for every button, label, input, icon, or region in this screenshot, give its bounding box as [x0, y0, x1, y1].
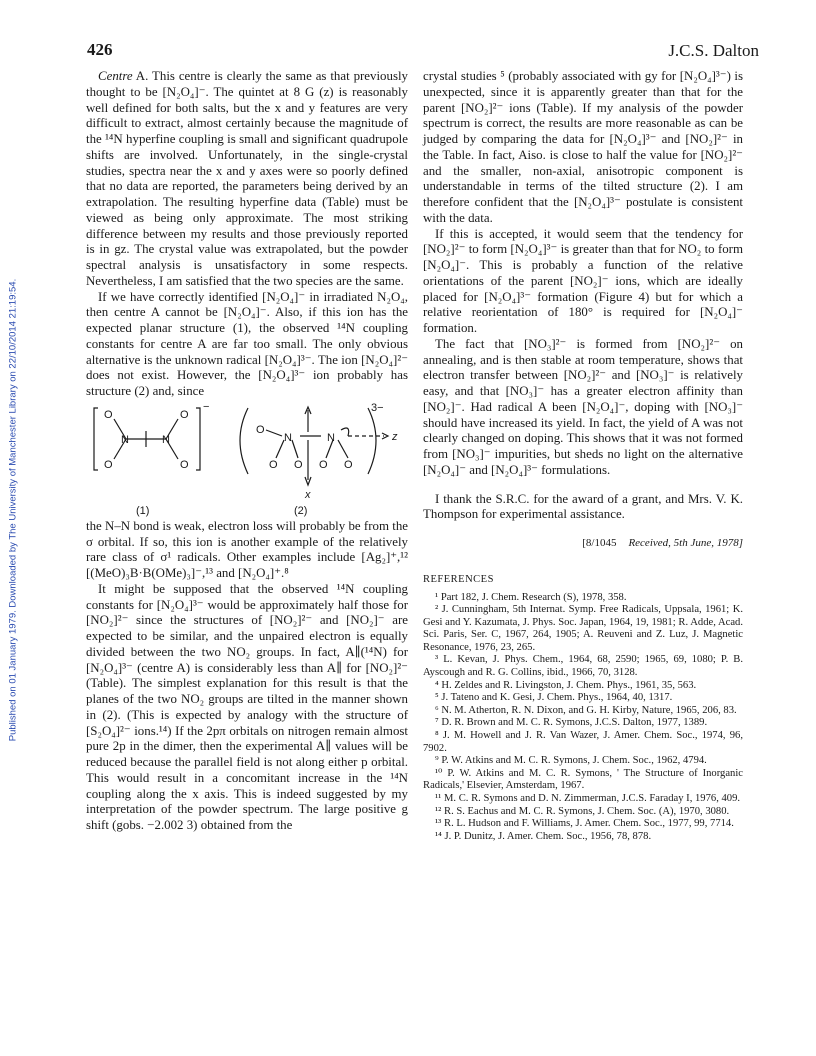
structure-labels [136, 505, 307, 517]
submission-ref: [8/1045 [582, 537, 617, 549]
download-watermark-text: Published on 01 January 1979. Downloaded by The University of Manchester Library on 22/10/2014 21:19:54. [7, 278, 19, 742]
oxygen-atom: O [319, 458, 328, 471]
submission-date: Received, 5th June, 1978] [628, 537, 743, 549]
reference-item: ¹¹ M. C. R. Symons and D. N. Zimmerman, J.C.S. Faraday I, 1976, 409. [435, 793, 741, 804]
references-list [423, 592, 743, 844]
reference-item: ⁵ J. Tateno and K. Gesi, J. Chem. Phys., 1964, 40, 1317. [435, 692, 673, 704]
reference-item: ¹³ R. L. Hudson and F. Williams, J. Amer. Chem. Soc., 1977, 99, 7714. [435, 818, 734, 830]
reference-item: ⁷ D. R. Brown and M. C. R. Symons, J.C.S. Dalton, 1977, 1389. [435, 717, 708, 729]
structure-1-charge: − [203, 401, 210, 413]
reference-item: ⁹ P. W. Atkins and M. C. R. Symons, J. Chem. Soc., 1962, 4794. [435, 755, 707, 767]
paragraph-electron-transfer: The fact that [NO₃]²⁻ is formed from [NO₂]²⁻ on annealing, and is then stable at room temperature, shows that electron transfer between [NO₂]²⁻ and [NO₃]⁻ is relatively easy, and that [NO₃]⁻ has a greater electron affinity than [NO₂]⁻. Had radical A been [N₂O₄]⁻, doping with [NO₃]⁻ should have increased its yield. In fact, the yield of A was not clearly changed on doping. This shows that it was not formed from [NO₃]⁻ impurities, but sheds no light on the alternative [N₂O₄]⁻ and [N₂O₄]³⁻ formulations. [423, 336, 743, 477]
left-column [86, 69, 408, 834]
submission-line [423, 536, 743, 552]
reference-item: ¹⁰ P. W. Atkins and M. C. R. Symons, ' The Structure of Inorganic Radicals,' Elsevier, Amsterdam, 1967. [423, 767, 743, 792]
z-axis-label: z [392, 430, 398, 443]
acknowledgement: I thank the S.R.C. for the award of a grant, and Mrs. V. K. Thompson for experimental assistance. [423, 491, 743, 522]
nitrogen-atom: N [284, 431, 292, 444]
reference-item: ⁸ J. M. Howell and J. R. Van Wazer, J. Amer. Chem. Soc., 1974, 96, 7902. [423, 730, 743, 754]
x-axis-label: x [305, 488, 311, 501]
reference-item: ³ L. Kevan, J. Phys. Chem., 1964, 68, 2590; 1965, 69, 1080; P. B. Ayscough and R. G. Collins, ibid., 1966, 70, 3128. [423, 654, 743, 679]
paragraph-centre-a [86, 69, 408, 290]
reference-item: ¹ Part 182, J. Chem. Research (S), 1978, 358. [435, 591, 627, 603]
structure-2-atoms [256, 402, 398, 501]
oxygen-atom: O [104, 458, 113, 471]
reference-item: ² J. Cunningham, 5th Internat. Symp. Free Radicals, Uppsala, 1961; K. Gesi and Y. Kazumata, J. Phys. Soc. Japan, 1964, 19, 1981; R. Adde, Acad. Sci. Paris, Ser. C, 1967, 264, 1905; A. Reuveni and Z. Luz, J. Magnetic Resonance, 1976, 23, 265. [423, 604, 743, 653]
references-heading: REFERENCES [423, 573, 494, 585]
paragraph-crystal-studies: crystal studies ⁵ (probably associated with gy for [N₂O₄]³⁻) is unexpected, since it is apparently greater than that for the parent [NO₂]²⁻ ions (Table). If my analysis of the powder spectrum is correct, the results are more reasonable as can be judged by comparing the data for [N₂O₄]³⁻ and [NO₂]²⁻ in the Table. In fact, Aiso. is close to half the value for [NO₂]²⁻ and the smaller, non-axial, anisotropic component is understandable in terms of the tilted structure (2). I am therefore confident that the [N₂O₄]³⁻ postulate is consistent with the data. [423, 69, 743, 225]
oxygen-atom: O [269, 458, 278, 471]
nitrogen-atom: N [162, 433, 170, 446]
paragraph-centre-a-text: A. This centre is clearly the same as that previously thought to be [N₂O₄]⁻. The quintet at 8 G (z) is reasonably well defined for both salts, but the x and y features are very difficult to extract, almost certainly because the magnitude of the ¹⁴N hyperfine coupling is small and significant quadrupole shifts are involved. Unfortunately, in the single-crystal studies, spectra near the x and y axes were so poorly defined that no data are reported, the parameters being derived by an extrapolation. The resulting hyperfine data (Table) must be viewed as being only approximate. The most striking difference between my results and those previously reported is in gz. The crystal value was extrapolated, but the powder spectral analysis is unsatisfactory in some respects. Nevertheless, I am satisfied that the two species are the same. [86, 69, 408, 288]
oxygen-atom: O [294, 458, 303, 471]
paragraph-identification: If we have correctly identified [N₂O₄]⁻ in irradiated N₂O₄, then centre A cannot be [N₂O₄]⁻. Also, if this ion has the expected planar structure (1), the observed ¹⁴N coupling constants for centre A are far too small. The only obvious alternative is the unknown radical [N₂O₄]³⁻. The ion [N₂O₄]²⁻ does not exist. However, the [N₂O₄]³⁻ ion probably has structure (2) and, since [86, 289, 408, 398]
download-watermark [6, 160, 20, 860]
reference-item: ¹² R. S. Eachus and M. C. R. Symons, J. Chem. Soc. (A), 1970, 3080. [435, 805, 730, 817]
paragraph-tendency: If this is accepted, it would seem that the tendency for [NO₂]²⁻ to form [N₂O₄]³⁻ is greater than that for NO₂ to form [N₂O₄]⁻. This is probably a function of the relative orientations of the parent [NO₂]⁻ ions, which are ideally placed for [N₂O₄]³⁻ formation (Figure 4) but for which a relative reorientation of 180° is required for [N₂O₄]⁻ formation. [423, 226, 743, 335]
journal-title: J.C.S. Dalton [668, 41, 759, 60]
right-column [423, 69, 743, 843]
page-number: 426 [87, 40, 113, 59]
structure-1-label: (1) [136, 504, 150, 517]
oxygen-atom: O [344, 458, 353, 471]
structure-2-drawing [240, 407, 388, 485]
reference-item: ¹⁴ J. P. Dunitz, J. Amer. Chem. Soc., 1956, 78, 878. [435, 830, 652, 842]
structure-figure [86, 402, 408, 517]
oxygen-atom: O [256, 423, 265, 436]
reference-item: ⁴ H. Zeldes and R. Livingston, J. Chem. Phys., 1961, 35, 563. [435, 679, 697, 691]
structure-1-atoms [104, 402, 209, 471]
paragraph-sigma-radicals: the N–N bond is weak, electron loss will probably be from the σ orbital. If so, this ion is another example of the relatively rare class of σ¹ radicals. Other examples include [Ag₂]⁺,¹² [(MeO)₃B·B(OMe)₃]⁻,¹³ and [N₂O₄]⁺.⁸ [86, 518, 408, 580]
structure-2-charge: 3− [371, 401, 384, 414]
nitrogen-atom: N [121, 433, 129, 446]
oxygen-atom: O [104, 408, 113, 421]
oxygen-atom: O [180, 408, 189, 421]
nitrogen-atom: N [327, 431, 335, 444]
reference-item: ⁶ N. M. Atherton, R. N. Dixon, and G. H. Kirby, Nature, 1965, 206, 83. [435, 704, 737, 716]
structure-drawing [86, 402, 408, 517]
structure-2-label: (2) [294, 504, 308, 517]
oxygen-atom: O [180, 458, 189, 471]
paragraph-coupling-constants: It might be supposed that the observed ¹⁴N coupling constants for [N₂O₄]³⁻ would be approximately half those for [NO₂]²⁻ since the structures of [NO₂]²⁻ and [NO₂]⁻ are expected to be similar, and the unpaired electron is equally divided between the two NO₂ groups. In fact, A∥(¹⁴N) for [N₂O₄]³⁻ (centre A) is considerably less than A∥ for [NO₂]²⁻ (Table). The simplest explanation for this result is that the planes of the two NO₂ groups are tilted in the manner shown in (2). (This is expected by analogy with the structure of [S₂O₄]²⁻ ions.¹⁴) If the 2pπ orbitals on nitrogen remain almost pure 2p in the dimer, then the experimental A∥ values will be reduced because the parallel field is not along either p orbital. This would result in a concomitant increase in the ¹⁴N coupling along the x axis. This is indeed suggested by my interpretation of the powder spectrum. The large positive g shift (gobs. −2.002 3) obtained from the [86, 581, 408, 832]
centre-lead: Centre [98, 69, 133, 83]
